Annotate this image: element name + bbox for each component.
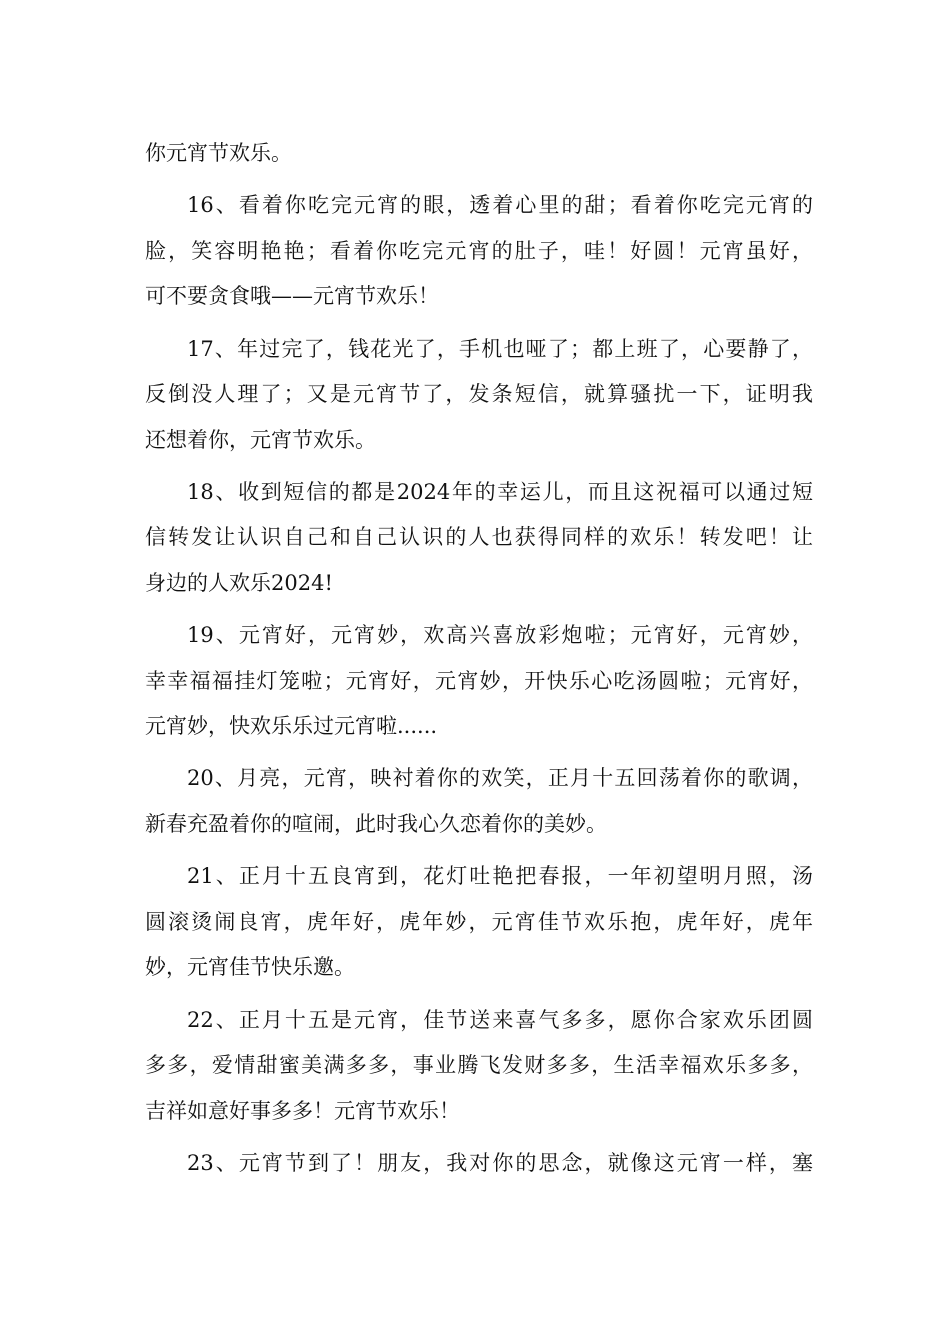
paragraph-line: 身边的人欢乐2024! [145, 570, 333, 595]
paragraph-line: 元宵妙，快欢乐乐过元宵啦...... [145, 714, 438, 739]
paragraph-line: 21、正月十五良宵到，花灯吐艳把春报，一年初望明月照，汤 [187, 864, 813, 889]
paragraph-line: 脸，笑容明艳艳；看着你吃完元宵的肚子，哇！好圆！元宵虽好， [145, 238, 813, 263]
paragraph-line: 16、看着你吃完元宵的眼，透着心里的甜；看着你吃完元宵的 [187, 193, 813, 218]
document-body [145, 131, 813, 1186]
paragraph-gap [145, 847, 813, 854]
paragraph-line: 多多，爱情甜蜜美满多多，事业腾飞发财多多，生活幸福欢乐多多， [145, 1053, 813, 1078]
paragraph-gap [145, 177, 813, 184]
paragraph-gap [145, 750, 813, 757]
paragraph-line: 吉祥如意好事多多！元宵节欢乐！ [145, 1098, 460, 1123]
paragraph-gap [145, 1134, 813, 1141]
paragraph-gap [145, 320, 813, 327]
paragraph-line: 17、年过完了，钱花光了，手机也哑了；都上班了，心要静了， [187, 336, 813, 361]
paragraph-gap [145, 991, 813, 998]
paragraph-line: 你元宵节欢乐。 [145, 141, 292, 165]
paragraph-line: 妙，元宵佳节快乐邀。 [145, 955, 355, 980]
paragraph-line: 20、月亮，元宵，映衬着你的欢笑，正月十五回荡着你的歌调， [187, 766, 813, 791]
paragraph-line: 反倒没人理了；又是元宵节了，发条短信，就算骚扰一下，证明我 [145, 382, 813, 407]
paragraph-gap [145, 606, 813, 613]
paragraph-line: 圆滚烫闹良宵，虎年好，虎年妙，元宵佳节欢乐抱，虎年好，虎年 [145, 909, 813, 934]
paragraph-line: 可不要贪食哦——元宵节欢乐！ [145, 284, 439, 309]
paragraph-line: 信转发让认识自己和自己认识的人也获得同样的欢乐！转发吧！让 [145, 525, 813, 550]
paragraph-line: 还想着你，元宵节欢乐。 [145, 427, 376, 452]
paragraph-line: 18、收到短信的都是2024年的幸运儿，而且这祝福可以通过短 [187, 479, 813, 504]
paragraph-line: 19、元宵好，元宵妙，欢高兴喜放彩炮啦；元宵好，元宵妙， [187, 623, 813, 648]
paragraph-gap [145, 463, 813, 470]
paragraph-line: 新春充盈着你的喧闹，此时我心久恋着你的美妙。 [145, 811, 607, 836]
paragraph-line: 23、元宵节到了！朋友，我对你的思念，就像这元宵一样，塞 [187, 1150, 813, 1175]
paragraph-line: 幸幸福福挂灯笼啦；元宵好，元宵妙，开快乐心吃汤圆啦；元宵好， [145, 668, 813, 693]
paragraph-line: 22、正月十五是元宵，佳节送来喜气多多，愿你合家欢乐团圆 [187, 1007, 813, 1032]
